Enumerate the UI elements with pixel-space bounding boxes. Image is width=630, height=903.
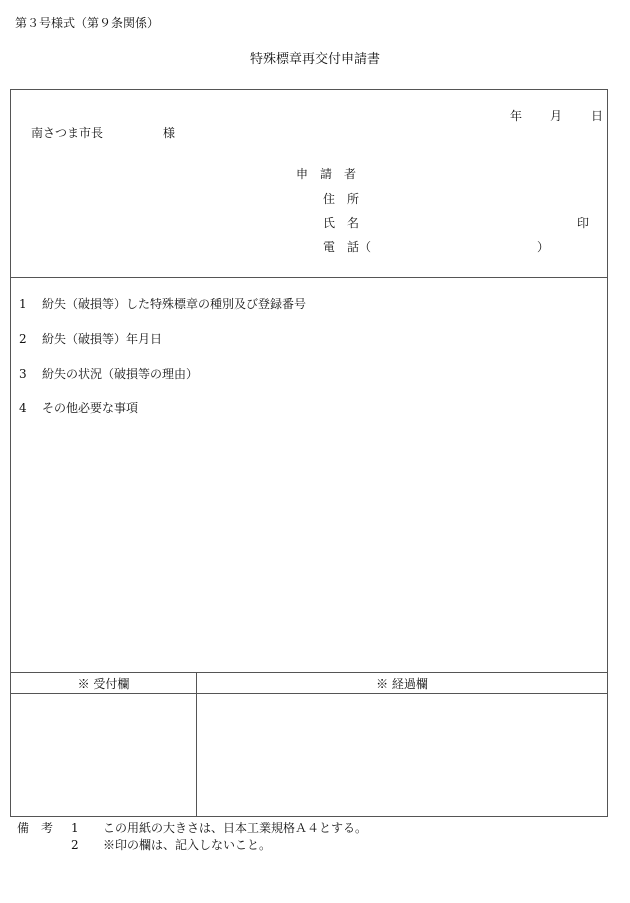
item-number: 2 [19,332,27,346]
item-number: 1 [19,297,27,311]
progress-column-header: ※ 経過欄 [376,677,428,691]
note-number: 1 [71,821,79,835]
note-number: 2 [71,838,79,852]
item-number: 4 [19,401,27,415]
office-header-divider [11,693,607,694]
applicant-address-label: 住 所 [323,192,360,206]
item-text: 紛失（破損等）した特殊標章の種別及び登録番号 [42,297,307,311]
date-day-label: 日 [591,109,604,123]
item-number: 3 [19,367,27,381]
applicant-heading: 申 請 者 [296,167,357,181]
date-month-label: 月 [550,109,563,123]
note-text: この用紙の大きさは、日本工業規格Ａ４とする。 [103,821,368,835]
note-text: ※印の欄は、記入しないこと。 [103,838,272,852]
item-text: 紛失（破損等）年月日 [42,332,163,346]
applicant-phone-close: ） [537,240,550,254]
form-number: 第３号様式（第９条関係） [15,16,160,30]
addressee-honorific: 様 [163,126,176,140]
item-text: 紛失の状況（破損等の理由） [42,367,199,381]
office-column-divider [196,673,197,816]
notes-label: 備 考 [17,821,54,835]
reception-column-header: ※ 受付欄 [77,677,130,691]
applicant-section [10,89,608,278]
items-section [10,277,608,673]
date-year-label: 年 [510,109,523,123]
office-use-section [10,672,608,817]
seal-mark: 印 [577,216,590,230]
applicant-phone-label: 電 話（ [323,240,372,254]
addressee-name: 南さつま市長 [31,126,104,140]
applicant-name-label: 氏 名 [323,216,360,230]
form-title: 特殊標章再交付申請書 [249,52,380,67]
item-text: その他必要な事項 [42,401,139,415]
